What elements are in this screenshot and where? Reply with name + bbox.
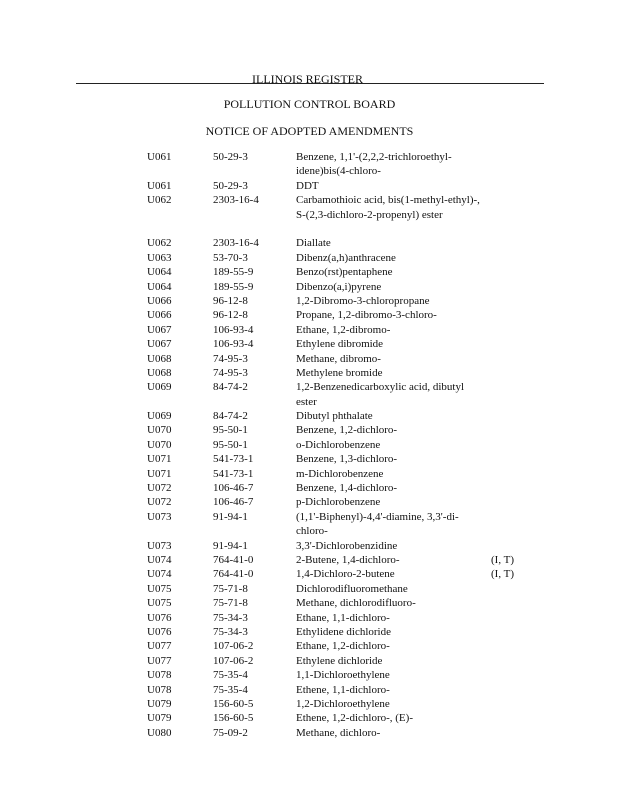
waste-code: U066 — [147, 309, 172, 322]
substance-name: Ethane, 1,2-dibromo- — [296, 323, 391, 336]
table-row — [0, 726, 619, 740]
cas-number: 75-71-8 — [213, 582, 248, 595]
waste-code: U080 — [147, 726, 172, 739]
substance-name: 1,2-Dichloroethylene — [296, 697, 390, 710]
table-row — [0, 481, 619, 495]
substance-name: Carbamothioic acid, bis(1-methyl-ethyl)-, S-(2,3-dichloro-2-propenyl) ester — [296, 194, 480, 221]
substance-name: 1,1-Dichloroethylene — [296, 669, 390, 682]
cas-number: 95-50-1 — [213, 438, 248, 451]
waste-code: U069 — [147, 410, 172, 423]
substance-name: 2-Butene, 1,4-dichloro- — [296, 554, 400, 566]
cas-number: 106-46-7 — [213, 496, 254, 509]
substance-name: Ethene, 1,2-dichloro-, (E)- — [296, 712, 413, 725]
cas-number: 75-35-4 — [213, 683, 248, 696]
cas-number: 107-06-2 — [213, 654, 254, 667]
table-row — [0, 625, 619, 639]
waste-code: U075 — [147, 597, 172, 610]
table-row — [0, 150, 619, 179]
substance-name: (1,1'-Biphenyl)-4,4'-diamine, 3,3'-di-chloro- — [296, 510, 459, 538]
waste-code: U077 — [147, 640, 172, 653]
cas-number: 91-94-1 — [213, 510, 248, 523]
substance-name: 1,2-Dibromo-3-chloropropane — [296, 294, 430, 307]
waste-code: U071 — [147, 467, 172, 480]
cas-number: 91-94-1 — [213, 539, 248, 552]
substance-name: Ethylene dibromide — [296, 338, 384, 351]
substance-name: Dibenz(a,h)anthracene — [296, 251, 396, 264]
table-row — [0, 452, 619, 466]
cas-number: 764-41-0 — [213, 554, 254, 566]
table-row — [0, 280, 619, 294]
register-title: ILLINOIS REGISTER — [252, 72, 363, 86]
cas-number: 541-73-1 — [213, 467, 254, 480]
cas-number: 75-35-4 — [213, 669, 248, 682]
substance-name: Benzene, 1,2-dichloro- — [296, 424, 398, 437]
waste-code: U064 — [147, 280, 172, 293]
cas-number: 156-60-5 — [213, 712, 254, 725]
table-row — [0, 179, 619, 193]
waste-code: U077 — [147, 654, 172, 667]
cas-number: 50-29-3 — [213, 179, 248, 192]
substance-name: Ethane, 1,1-dichloro- — [296, 611, 390, 624]
waste-code: U075 — [147, 582, 172, 595]
cas-number: 156-60-5 — [213, 697, 254, 710]
substance-name: Dibutyl phthalate — [296, 410, 373, 423]
cas-number: 107-06-2 — [213, 640, 254, 653]
substance-name: Benzene, 1,4-dichloro- — [296, 482, 398, 495]
table-row — [0, 423, 619, 437]
hazard-code: (I, T) — [491, 568, 515, 581]
substance-name: o-Dichlorobenzene — [296, 438, 381, 451]
waste-code: U062 — [147, 194, 172, 207]
waste-code: U078 — [147, 669, 172, 682]
table-row — [0, 697, 619, 711]
substance-name: m-Dichlorobenzene — [296, 467, 384, 480]
waste-code: U072 — [147, 482, 172, 495]
cas-number: 75-09-2 — [213, 726, 248, 739]
waste-code: U069 — [147, 381, 172, 394]
table-row — [0, 596, 619, 610]
substance-name: Benzo(rst)pentaphene — [296, 266, 393, 279]
table-row — [0, 438, 619, 452]
waste-code: U073 — [147, 539, 172, 552]
cas-number: 2303-16-4 — [213, 194, 259, 207]
cas-number: 96-12-8 — [213, 294, 248, 307]
substance-name: Ethylene dichloride — [296, 654, 383, 667]
table-row — [0, 337, 619, 351]
cas-number: 50-29-3 — [213, 151, 248, 163]
substance-name: Propane, 1,2-dibromo-3-chloro- — [296, 309, 437, 322]
hazard-code: (I, T) — [491, 554, 515, 566]
table-row — [0, 380, 619, 409]
cas-number: 74-95-3 — [213, 366, 248, 379]
cas-number: 106-93-4 — [213, 323, 254, 336]
substance-name: Ethylidene dichloride — [296, 625, 391, 638]
waste-code: U076 — [147, 611, 172, 624]
waste-code: U079 — [147, 697, 172, 710]
cas-number: 75-34-3 — [213, 625, 248, 638]
table-row — [0, 639, 619, 653]
substance-name: Ethene, 1,1-dichloro- — [296, 683, 390, 696]
table-row — [0, 668, 619, 682]
waste-code: U071 — [147, 453, 172, 466]
table-row — [0, 265, 619, 279]
waste-code: U061 — [147, 179, 172, 192]
table-row — [0, 683, 619, 697]
table-row — [0, 654, 619, 668]
substance-name: Methane, dichlorodifluoro- — [296, 597, 416, 610]
substance-name: p-Dichlorobenzene — [296, 496, 381, 509]
cas-number: 96-12-8 — [213, 309, 248, 322]
substance-name: Ethane, 1,2-dichloro- — [296, 640, 390, 653]
cas-number: 106-93-4 — [213, 338, 254, 351]
cas-number: 95-50-1 — [213, 424, 248, 437]
header-rule — [76, 83, 544, 84]
cas-number: 106-46-7 — [213, 482, 254, 495]
cas-number: 53-70-3 — [213, 251, 248, 264]
cas-number: 75-34-3 — [213, 611, 248, 624]
table-row — [0, 611, 619, 625]
table-row — [0, 352, 619, 366]
table-row — [0, 193, 619, 236]
table-row — [0, 510, 619, 539]
waste-code: U067 — [147, 338, 172, 351]
substance-name: 3,3'-Dichlorobenzidine — [296, 539, 398, 552]
waste-code: U072 — [147, 496, 172, 509]
substance-name: 1,2-Benzenedicarboxylic acid, dibutyl ester — [296, 381, 464, 408]
cas-number: 2303-16-4 — [213, 237, 259, 250]
cas-number: 764-41-0 — [213, 568, 254, 581]
substance-name: Methane, dichloro- — [296, 726, 381, 739]
cas-number: 84-74-2 — [213, 410, 248, 423]
waste-code: U070 — [147, 424, 172, 437]
waste-code: U079 — [147, 712, 172, 725]
substance-name: Methane, dibromo- — [296, 352, 381, 365]
waste-code: U061 — [147, 151, 172, 163]
cas-number: 189-55-9 — [213, 266, 254, 279]
waste-code: U063 — [147, 251, 172, 264]
cas-number: 541-73-1 — [213, 453, 254, 466]
waste-code: U073 — [147, 510, 172, 523]
table-row — [0, 495, 619, 509]
waste-code: U070 — [147, 438, 172, 451]
substance-name: Benzene, 1,3-dichloro- — [296, 453, 398, 466]
cas-number: 84-74-2 — [213, 381, 248, 394]
board-title: POLLUTION CONTROL BOARD — [223, 97, 396, 111]
table-row — [0, 236, 619, 250]
table-row — [0, 294, 619, 308]
cas-number: 74-95-3 — [213, 352, 248, 365]
substance-name: Dichlorodifluoromethane — [296, 582, 408, 595]
waste-code: U074 — [147, 554, 172, 566]
substance-name: 1,4-Dichloro-2-butene — [296, 568, 395, 581]
table-row — [0, 251, 619, 265]
waste-code-table — [0, 150, 619, 740]
waste-code: U066 — [147, 294, 172, 307]
table-row — [0, 308, 619, 322]
table-row — [0, 567, 619, 581]
table-row — [0, 539, 619, 553]
waste-code: U064 — [147, 266, 172, 279]
substance-name: Dibenzo(a,i)pyrene — [296, 280, 382, 293]
substance-name: Benzene, 1,1'-(2,2,2-trichloroethyl-idene)bis(4-chloro- — [296, 151, 452, 178]
substance-name: Methylene bromide — [296, 366, 383, 379]
waste-code: U078 — [147, 683, 172, 696]
waste-code: U068 — [147, 352, 172, 365]
substance-name: Diallate — [296, 237, 331, 250]
table-row — [0, 553, 619, 567]
table-row — [0, 582, 619, 596]
waste-code: U074 — [147, 568, 172, 581]
waste-code: U068 — [147, 366, 172, 379]
waste-code: U067 — [147, 323, 172, 336]
table-row — [0, 711, 619, 725]
waste-code: U076 — [147, 625, 172, 638]
waste-code: U062 — [147, 237, 172, 250]
substance-name: DDT — [296, 179, 319, 192]
notice-title: NOTICE OF ADOPTED AMENDMENTS — [205, 124, 414, 138]
table-row — [0, 366, 619, 380]
table-row — [0, 467, 619, 481]
cas-number: 189-55-9 — [213, 280, 254, 293]
table-row — [0, 323, 619, 337]
cas-number: 75-71-8 — [213, 597, 248, 610]
table-row — [0, 409, 619, 423]
